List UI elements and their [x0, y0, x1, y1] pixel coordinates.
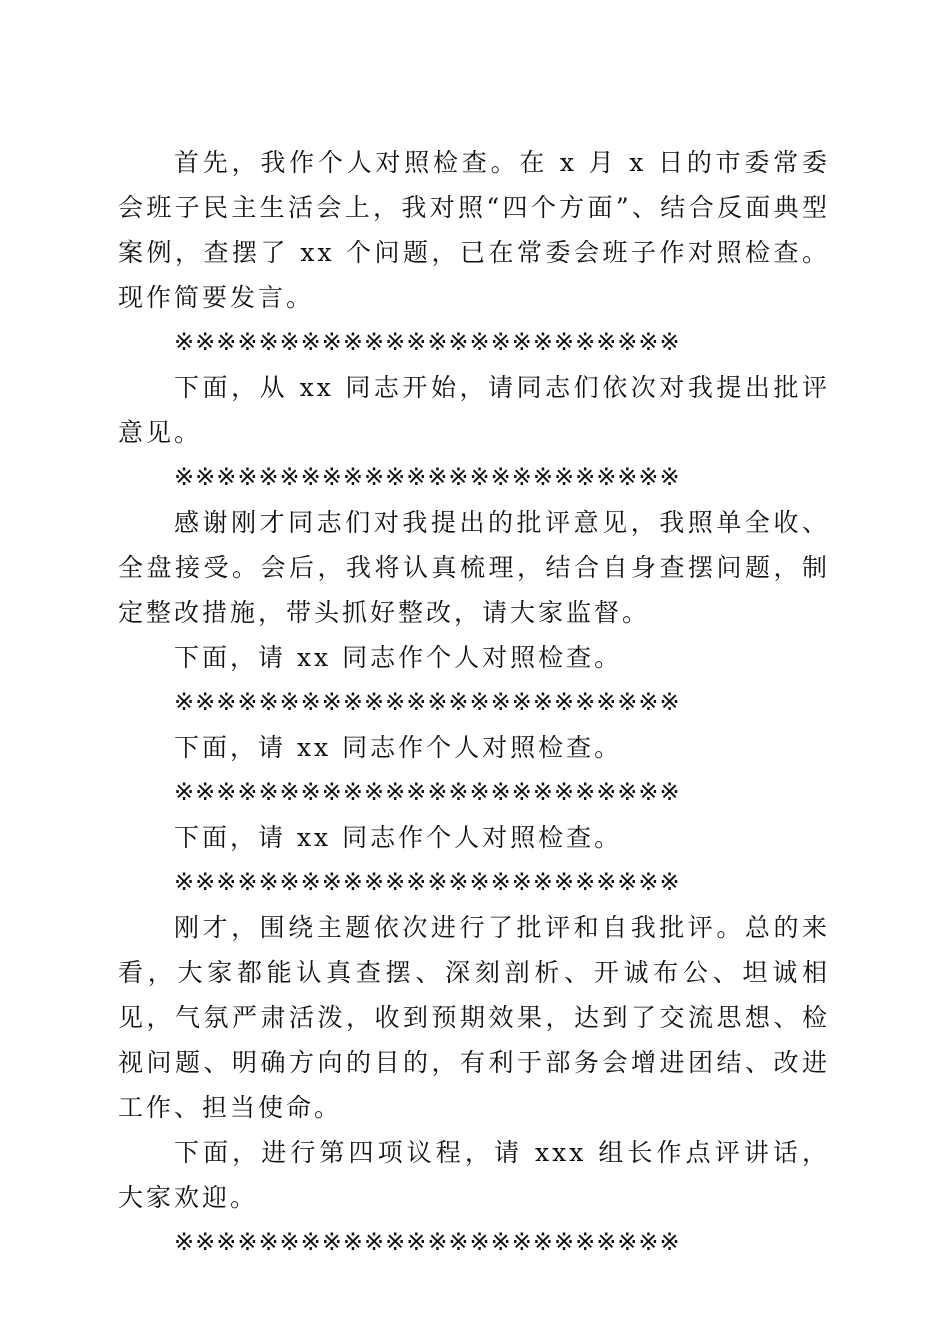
paragraph-self-check: 首先，我作个人对照检查。在 x 月 x 日的市委常委会班子民主生活会上，我对照“四个方面”、结合反面典型案例，查摆了 xx 个问题，已在常委会班子作对照检查。现作简要发言。: [118, 148, 830, 312]
paragraph-next-speaker: 下面，请 xx 同志作个人对照检查。: [174, 733, 623, 762]
separator-line: ※※※※※※※※※※※※※※※※※※※※※※※※: [174, 328, 681, 356]
paragraph-thanks: 感谢刚才同志们对我提出的批评意见，我照单全收、全盘接受。会后，我将认真梳理，结合自身查摆问题，制定整改措施，带头抓好整改，请大家监督。: [118, 508, 830, 627]
paragraph-summary: 刚才，围绕主题依次进行了批评和自我批评。总的来看，大家都能认真查摆、深刻剖析、开诚布公、坦诚相见，气氛严肃活泼，收到预期效果，达到了交流思想、检视问题、明确方向的目的，有利于部务会增进团结、改进工作、担当使命。: [118, 913, 830, 1122]
separator-line: ※※※※※※※※※※※※※※※※※※※※※※※※: [174, 463, 681, 491]
paragraph-next-speaker: 下面，请 xx 同志作个人对照检查。: [174, 643, 623, 672]
paragraph-criticism-request: 下面，从 xx 同志开始，请同志们依次对我提出批评意见。: [118, 373, 830, 447]
paragraph-next-speaker: 下面，请 xx 同志作个人对照检查。: [174, 823, 623, 852]
separator-line: ※※※※※※※※※※※※※※※※※※※※※※※※: [174, 778, 681, 806]
document-body: [118, 140, 830, 1265]
paragraph-fourth-agenda: 下面，进行第四项议程，请 xxx 组长作点评讲话，大家欢迎。: [118, 1138, 830, 1212]
separator-line: ※※※※※※※※※※※※※※※※※※※※※※※※: [174, 868, 681, 896]
separator-line: ※※※※※※※※※※※※※※※※※※※※※※※※: [174, 1228, 681, 1256]
separator-line: ※※※※※※※※※※※※※※※※※※※※※※※※: [174, 688, 681, 716]
